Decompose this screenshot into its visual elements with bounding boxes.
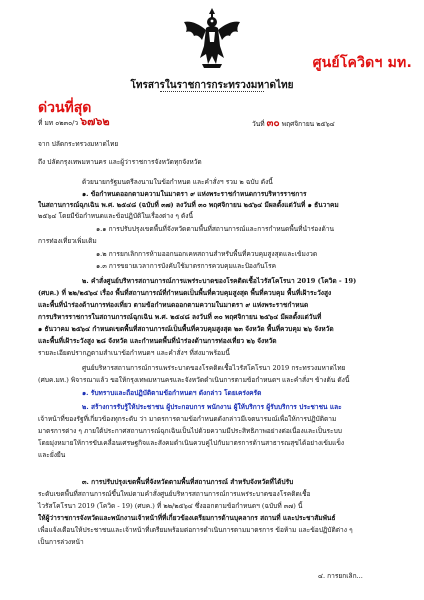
item-2-heading: ๒. คำสั่งศูนย์บริหารสถานการณ์การแพร่ระบาดของโรคติดเชื้อไวรัสโคโรนา 2019 (โควิด - 19): [82, 277, 357, 285]
paragraph-line: [82, 389, 261, 397]
covid-center-stamp: ศูนย์โควิดฯ มท.: [312, 55, 412, 71]
paragraph-line: ให้ผู้ว่าราชการจังหวัดและพนักงานเจ้าหน้าที่ที่เกี่ยวข้องเตรียมการด้านบุคลากร สถานที่ และประชาสัมพันธ์: [38, 514, 336, 522]
paragraph-line: ๑.๑ การปรับปรุงเขตพื้นที่จังหวัดตามพื้นที่สถานการณ์และการกำหนดพื้นที่นำร่องด้าน: [96, 225, 334, 233]
action-2: ๒. สร้างการรับรู้ให้ประชาชน ผู้ประกอบการ พนักงาน ผู้ให้บริการ ผู้รับบริการ ประชาชน และ: [82, 403, 342, 411]
paragraph-line: [82, 403, 342, 411]
paragraph-line: (ศบค.มท.) พิจารณาแล้ว ขอให้กรุงเทพมหานครและจังหวัดดำเนินการตามข้อกำหนดฯ และคำสั่งฯ ข้างต้น ดังนี้: [38, 376, 350, 384]
urgency-label: ด่วนที่สุด: [38, 100, 92, 116]
paragraph-line: [38, 201, 339, 209]
paragraph-line: รายละเอียดปรากฏตามสำเนาข้อกำหนดฯ และคำสั่งฯ ที่ส่งมาพร้อมนี้: [38, 349, 230, 357]
paragraph-line: เป็นการล่วงหน้า: [38, 538, 84, 546]
paragraph-line: การบริหารราชการในสถานการณ์ฉุกเฉิน พ.ศ. ๒๕๔๘ ลงวันที่ ๓๐ พฤศจิกายน ๒๕๖๔ มีผลตั้งแต่วันที่: [38, 313, 322, 321]
item-1-heading: ๑. ข้อกำหนดออกตามความในมาตรา ๙ แห่งพระราชกำหนดการบริหารราชการ: [82, 190, 307, 198]
item-3-heading: ๓. การปรับปรุงเขตพื้นที่จังหวัดตามพื้นที่สถานการณ์ สำหรับจังหวัดที่ได้ปรับ: [82, 478, 294, 486]
paragraph-line: ด้วยนายกรัฐมนตรีลงนามในข้อกำหนด และคำสั่งฯ รวม ๒ ฉบับ ดังนี้: [82, 178, 273, 186]
paragraph-line: ๒๕๖๔ โดยมีข้อกำหนดและข้อปฏิบัติในเรื่องต่าง ๆ ดังนี้: [38, 212, 193, 220]
paragraph-line: มาตรการต่าง ๆ ภายใต้ประกาศสถานการณ์ฉุกเฉินเป็นไปด้วยความมีประสิทธิภาพอย่างต่อเนื่องและเป็นระบบ: [38, 427, 342, 435]
action-1: ๑. รับทราบและถือปฏิบัติตามข้อกำหนดฯ ดังกล่าว โดยเคร่งครัด: [82, 389, 262, 397]
paragraph-line: ไวรัสโคโรนา 2019 (โควิด - 19) (ศบค.) ที่ ๒๒/๒๕๖๔ ซึ่งออกตามข้อกำหนดฯ (ฉบับที่ ๓๗) นี้: [38, 502, 303, 510]
date-rest: พฤศจิกายน ๒๕๖๔: [281, 120, 335, 128]
paragraph-line: ๑ ธันวาคม ๒๕๖๔ กำหนดเขตพื้นที่สถานการณ์เป็นพื้นที่ควบคุมสูงสุด ๒๓ จังหวัด พื้นที่ควบคุม ๒๖ จังหวัด: [38, 325, 334, 333]
paragraph-line: และพื้นที่นำร่องด้านการท่องเที่ยว ตามข้อกำหนดออกตามความในมาตรา ๙ แห่งพระราชกำหนด: [38, 301, 309, 309]
reference-line: [38, 115, 110, 128]
paragraph-line: และยั่งยืน: [38, 451, 66, 459]
paragraph-line: เจ้าหน้าที่ของรัฐที่เกี่ยวข้องทุกระดับ ว่า มาตรการตามข้อกำหนดดังกล่าวมีเจตนารมณ์เพื่อให้การปฏิบัติตาม: [38, 415, 337, 423]
paragraph-line: [82, 478, 293, 486]
ref-number: ๖๗๖๒: [80, 115, 110, 128]
to-line: ถึง ปลัดกรุงเทพมหานคร และผู้ว่าราชการจังหวัดทุกจังหวัด: [38, 158, 202, 166]
paragraph-line: การท่องเที่ยวเพิ่มเติม: [38, 237, 97, 245]
date-day: ๓๐: [266, 118, 280, 129]
item-1-date: ในสถานการณ์ฉุกเฉิน พ.ศ. ๒๕๔๘ (ฉบับที่ ๓๗) ลงวันที่ ๓๐ พฤศจิกายน ๒๕๖๔ มีผลตั้งแต่วันที่ ๑ ธันวาคม: [38, 201, 339, 209]
document-title: โทรสารในราชการกระทรวงมหาดไทย: [130, 80, 294, 91]
title-underline: [160, 91, 264, 92]
continuation-note: ๔. การยกเลิก...: [318, 572, 363, 580]
paragraph-line: (ศบค.) ที่ ๒๒/๒๕๖๔ เรื่อง พื้นที่สถานการณ์ที่กำหนดเป็นพื้นที่ควบคุมสูงสุด พื้นที่ควบคุม พื้นที่เฝ้าระวังสูง: [38, 289, 332, 297]
paragraph-line: [82, 190, 307, 198]
paragraph-line: ๑.๒ การยกเลิกการห้ามออกนอกเคหสถานสำหรับพื้นที่ควบคุมสูงสุดและเข้มงวด: [96, 250, 318, 258]
paragraph-line: เพื่อแจ้งเตือนให้ประชาชนและเจ้าหน้าที่เตรียมพร้อมต่อการดำเนินการตามมาตรการ ข้อห้าม และข้อปฏิบัติต่าง ๆ: [38, 526, 353, 534]
date-line: [252, 120, 335, 128]
paragraph-line: โดยมุ่งหมายให้การขับเคลื่อนเศรษฐกิจและสังคมดำเนินควบคู่ไปกับมาตรการด้านสาธารณสุขได้อย่างเข้มแข็ง: [38, 439, 345, 447]
paragraph-line: ๑.๓ การขยายเวลาการบังคับใช้มาตรการควบคุมและป้องกันโรค: [96, 262, 277, 270]
garuda-emblem: [180, 6, 244, 72]
paragraph-line: ศูนย์บริหารสถานการณ์การแพร่ระบาดของโรคติดเชื้อไวรัสโคโรนา 2019 กระทรวงมหาดไทย: [82, 364, 346, 372]
paragraph-line: [82, 277, 356, 285]
from-line: จาก ปลัดกระทรวงมหาดไทย: [38, 140, 119, 148]
date-prefix: วันที่: [252, 120, 265, 128]
paragraph-line: และพื้นที่เฝ้าระวังสูง ๒๘ จังหวัด และกำหนดพื้นที่นำร่องด้านการท่องเที่ยว ๒๖ จังหวัด: [38, 337, 277, 345]
paragraph-line: ระดับเขตพื้นที่สถานการณ์ขึ้นใหม่ตามคำสั่งศูนย์บริหารสถานการณ์การแพร่ระบาดของโรคติดเชื้อ: [38, 490, 311, 498]
ref-prefix: ที่ มท ๐๒๓๐/ว: [38, 119, 79, 127]
